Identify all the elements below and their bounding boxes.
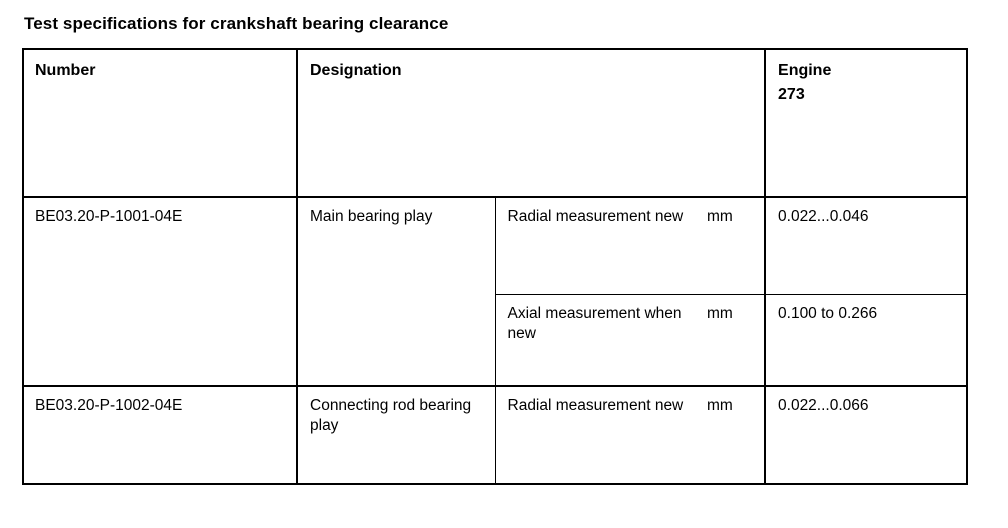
value-unit-1: mm <box>707 208 733 226</box>
page-title: Test specifications for crankshaft bearing clearance <box>24 14 449 33</box>
cell-value-1 <box>765 197 967 295</box>
value-designation-1: Main bearing play <box>310 208 433 226</box>
value-measurement-2: Axial measurement when new <box>507 305 682 343</box>
cell-number-3 <box>23 386 297 484</box>
header-label-engine: Engine <box>778 62 832 80</box>
table-row <box>23 386 967 484</box>
value-engine-2: 0.100 to 0.266 <box>778 305 878 323</box>
cell-number-1 <box>23 197 297 386</box>
header-label-number: Number <box>35 62 96 80</box>
value-engine-1: 0.022...0.046 <box>778 208 869 226</box>
header-cell-engine <box>765 49 967 197</box>
header-cell-designation <box>297 49 765 197</box>
value-designation-3: Connecting rod bearing play <box>310 397 472 435</box>
value-measurement-3: Radial measurement new <box>507 397 684 415</box>
header-label-engine-number: 273 <box>778 85 805 103</box>
table-header-row <box>23 49 967 197</box>
value-unit-2: mm <box>707 305 733 323</box>
value-engine-3: 0.022...0.066 <box>778 397 869 415</box>
cell-designation-3 <box>297 386 495 484</box>
cell-unit-2 <box>705 295 765 387</box>
header-cell-number <box>23 49 297 197</box>
cell-measurement-3 <box>495 386 705 484</box>
value-number-1: BE03.20-P-1001-04E <box>35 208 183 226</box>
cell-value-2 <box>765 295 967 387</box>
cell-value-3 <box>765 386 967 484</box>
value-unit-3: mm <box>707 397 733 415</box>
table-row <box>23 197 967 295</box>
value-measurement-1: Radial measurement new <box>507 208 684 226</box>
cell-designation-1 <box>297 197 495 386</box>
header-label-designation: Designation <box>310 62 402 80</box>
specifications-table <box>22 48 968 485</box>
cell-measurement-1 <box>495 197 705 295</box>
cell-unit-3 <box>705 386 765 484</box>
value-number-3: BE03.20-P-1002-04E <box>35 397 183 415</box>
cell-unit-1 <box>705 197 765 295</box>
cell-measurement-2 <box>495 295 705 387</box>
